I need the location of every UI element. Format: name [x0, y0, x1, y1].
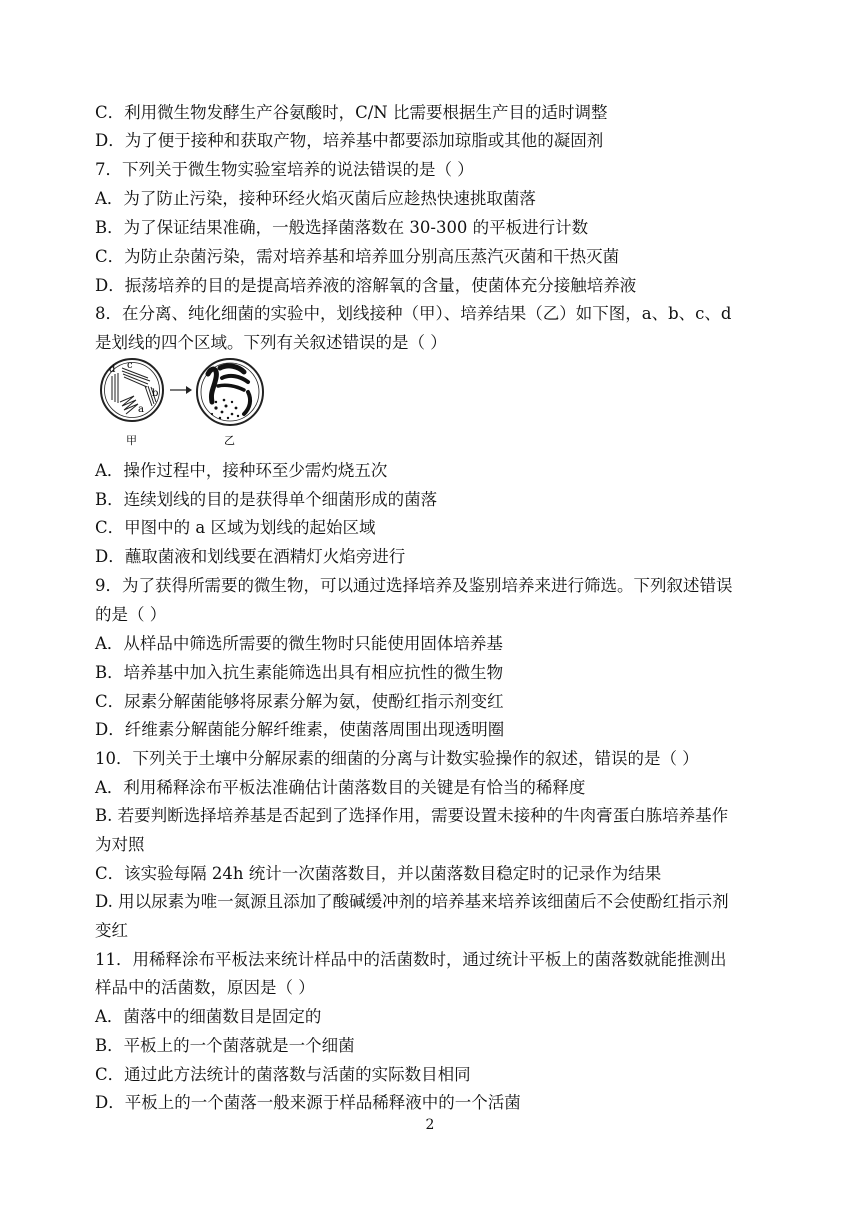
region-a-label: a: [138, 404, 144, 415]
region-c-label: c: [127, 360, 133, 371]
label-jia: 甲: [126, 434, 137, 447]
text-line: 是划线的四个区域。下列有关叙述错误的是（ ）: [95, 333, 447, 352]
text-line: D．蘸取菌液和划线要在酒精灯火焰旁进行: [95, 547, 406, 566]
text-line: C．该实验每隔 24h 统计一次菌落数目，并以菌落数目稳定时的记录作为结果: [95, 864, 662, 883]
text-line: B. 若要判断选择培养基是否起到了选择作用，需要设置未接种的牛肉膏蛋白胨培养基作: [95, 806, 729, 825]
text-line: 变红: [95, 921, 128, 940]
text-line: 样品中的活菌数，原因是（ ）: [95, 978, 315, 997]
text-line: A．从样品中筛选所需要的微生物时只能使用固体培养基: [95, 634, 503, 653]
text-line: A．操作过程中，接种环至少需灼烧五次: [95, 461, 388, 480]
region-d-label: d: [109, 364, 116, 375]
text-line: C．为防止杂菌污染，需对培养基和培养皿分别高压蒸汽灭菌和干热灭菌: [95, 247, 620, 266]
text-line: D．纤维素分解菌能分解纤维素，使菌落周围出现透明圈: [95, 720, 505, 739]
text-line: 11．用稀释涂布平板法来统计样品中的活菌数时，通过统计平板上的菌落数就能推测出: [95, 950, 727, 969]
text-line: A．为了防止污染，接种环经火焰灭菌后应趁热快速挑取菌落: [95, 189, 536, 208]
text-line: C．利用微生物发酵生产谷氨酸时，C/N 比需要根据生产目的适时调整: [95, 103, 608, 122]
text-line: B．平板上的一个菌落就是一个细菌: [95, 1036, 355, 1055]
text-line: 8．在分离、纯化细菌的实验中，划线接种（甲）、培养结果（乙）如下图，a、b、c、d: [95, 304, 732, 323]
text-line: B．为了保证结果准确，一般选择菌落数在 30-300 的平板进行计数: [95, 218, 589, 237]
text-line: 为对照: [95, 835, 145, 854]
streak-plate-figure: [98, 356, 278, 448]
text-line: D. 用以尿素为唯一氮源且添加了酸碱缓冲剂的培养基来培养该细菌后不会使酚红指示剂: [95, 892, 729, 911]
text-line: D．振荡培养的目的是提高培养液的溶解氧的含量，使菌体充分接触培养液: [95, 276, 637, 295]
page-number: 2: [425, 1117, 435, 1133]
text-line: D．为了便于接种和获取产物，培养基中都要添加琼脂或其他的凝固剂: [95, 131, 604, 150]
label-yi: 乙: [224, 434, 235, 447]
plate-yi: [197, 359, 263, 447]
text-line: 10．下列关于土壤中分解尿素的细菌的分离与计数实验操作的叙述，错误的是（ ）: [95, 749, 699, 768]
region-b-label: b: [152, 388, 159, 399]
text-line: D．平板上的一个菌落一般来源于样品稀释液中的一个活菌: [95, 1093, 521, 1112]
text-line: C．尿素分解菌能够将尿素分解为氨，使酚红指示剂变红: [95, 692, 504, 711]
text-line: 的是（ ）: [95, 605, 167, 624]
text-line: B．连续划线的目的是获得单个细菌形成的菌落: [95, 490, 438, 509]
text-line: A．利用稀释涂布平板法准确估计菌落数目的关键是有恰当的稀释度: [95, 778, 586, 797]
text-line: C．通过此方法统计的菌落数与活菌的实际数目相同: [95, 1065, 471, 1084]
arrow-icon: [170, 386, 192, 394]
text-line: 9．为了获得所需要的微生物，可以通过选择培养及鉴别培养来进行筛选。下列叙述错误: [95, 576, 733, 595]
plate-jia: [101, 359, 163, 447]
text-line: 7．下列关于微生物实验室培养的说法错误的是（ ）: [95, 160, 474, 179]
text-line: C．甲图中的 a 区域为划线的起始区域: [95, 518, 376, 537]
text-line: B．培养基中加入抗生素能筛选出具有相应抗性的微生物: [95, 663, 504, 682]
text-line: A．菌落中的细菌数目是固定的: [95, 1007, 322, 1026]
